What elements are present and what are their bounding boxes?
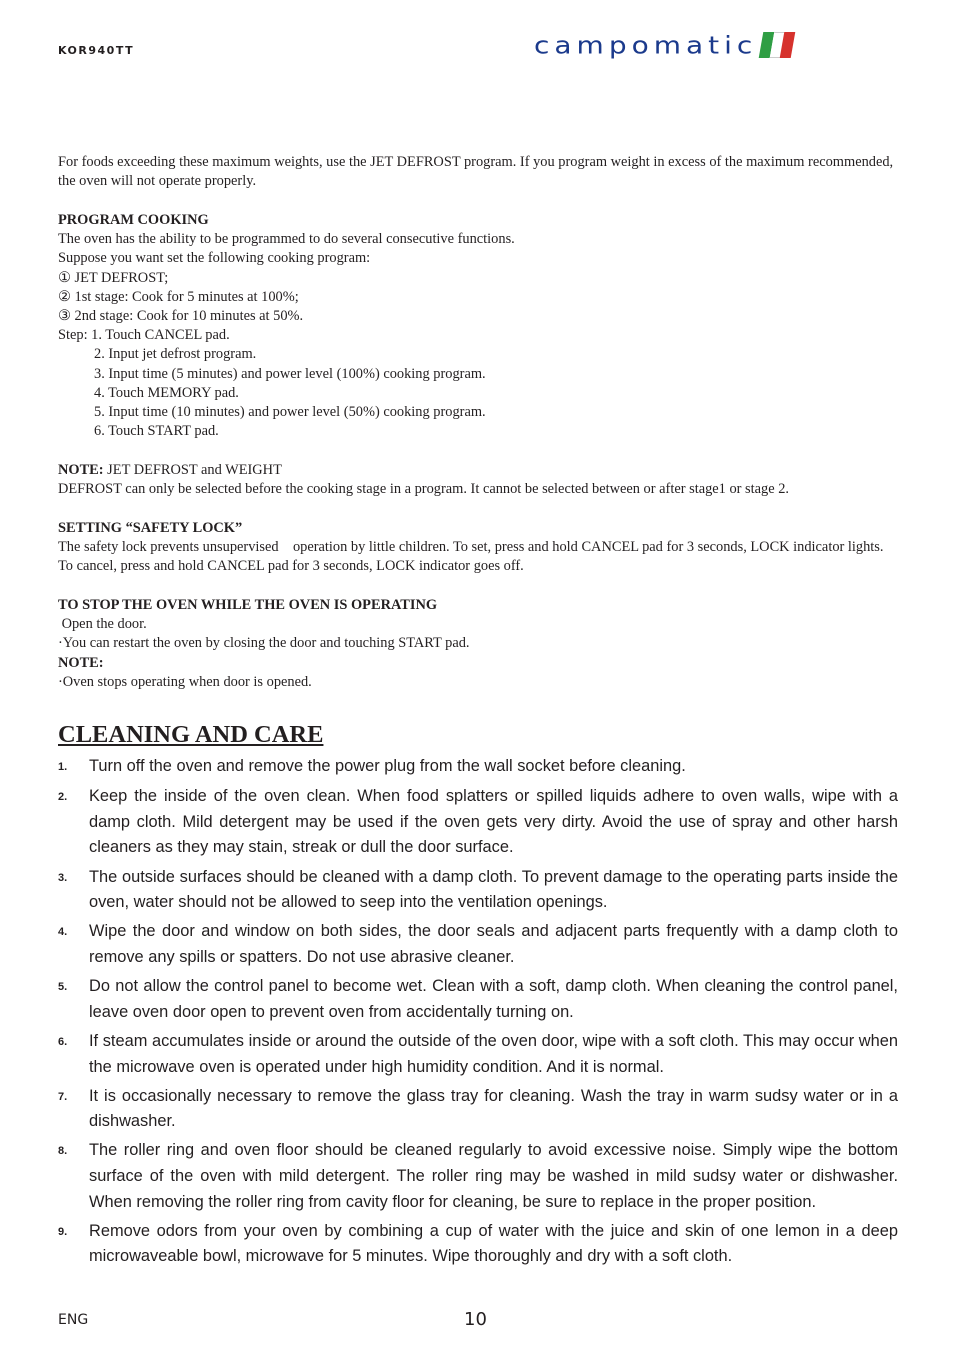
item-text: Keep the inside of the oven clean. When food splatters or spilled liquids adhere to oven walls, wipe with a damp cloth. Mild detergent may be used if the oven gets very dirty. Avoid the use of spray and other harsh cleaners as they may stain, streak or dull the door surface. — [89, 787, 898, 857]
program-step: 4. Touch MEMORY pad. — [94, 384, 239, 401]
program-line: ③ 2nd stage: Cook for 10 minutes at 50%. — [58, 308, 304, 325]
item-text: It is occasionally necessary to remove the glass tray for cleaning. Wash the tray in warm sudsy water or in a dishwasher. — [89, 1086, 898, 1131]
program-step: 3. Input time (5 minutes) and power level (100%) cooking program. — [94, 365, 486, 382]
stop-oven-section — [58, 596, 898, 692]
item-number: 8. — [58, 1145, 68, 1158]
program-line: Step: 1. Touch CANCEL pad. — [58, 327, 230, 344]
item-number: 7. — [58, 1090, 68, 1103]
brand-logo — [534, 28, 793, 62]
item-number: 9. — [58, 1225, 68, 1238]
item-text: Remove odors from your oven by combining a cup of water with the juice and skin of one lemon in a deep microwaveable bowl, microwave for 5 minutes. Wipe thoroughly and dry with a soft cloth. — [89, 1221, 898, 1266]
stop-oven-line: ·You can restart the oven by closing the door and touching START pad. — [58, 635, 470, 652]
program-step: 5. Input time (10 minutes) and power level (50%) cooking program. — [94, 404, 486, 421]
safety-lock-text: The safety lock prevents unsupervised operation by little children. To set, press and hold CANCEL pad for 3 seconds, LOCK indicator lights. To cancel, press and hold CANCEL pad for 3 seconds, LOCK indicator goes off. — [58, 539, 887, 575]
program-cooking-section — [58, 211, 898, 441]
cleaning-title: CLEANING AND CARE — [58, 721, 324, 748]
note-text: JET DEFROST and WEIGHT — [103, 462, 282, 478]
note-label: NOTE: — [58, 462, 104, 478]
stop-oven-title: TO STOP THE OVEN WHILE THE OVEN IS OPERATING — [58, 597, 438, 613]
page-number: 10 — [464, 1309, 487, 1330]
list-item — [58, 974, 898, 1025]
item-text: Do not allow the control panel to become wet. Clean with a soft, damp cloth. When cleaning the control panel, leave oven door open to prevent oven from accidentally turning on. — [89, 977, 898, 1021]
stop-oven-line: Open the door. — [58, 616, 147, 633]
item-number: 5. — [58, 981, 68, 994]
item-number: 6. — [58, 1035, 68, 1048]
footer-language: ENG — [58, 1312, 89, 1328]
list-item — [58, 784, 898, 861]
program-cooking-title: PROGRAM COOKING — [58, 212, 209, 228]
program-line: Suppose you want set the following cooking program: — [58, 250, 371, 267]
item-number: 3. — [58, 871, 68, 884]
cleaning-list — [58, 754, 898, 1274]
program-line: ① JET DEFROST; — [58, 269, 169, 286]
stop-oven-line: ·Oven stops operating when door is opened. — [58, 673, 312, 690]
list-item — [58, 1084, 898, 1135]
item-number: 1. — [58, 761, 68, 773]
note-text-continued: DEFROST can only be selected before the cooking stage in a program. It cannot be selected between or after stage1 or stage 2. — [58, 481, 789, 498]
italian-flag-icon — [759, 32, 796, 58]
item-number: 2. — [58, 791, 68, 804]
item-text: The outside surfaces should be cleaned with a damp cloth. To prevent damage to the operating parts inside the oven, water should not be allowed to seep into the ventilation openings. — [89, 867, 898, 912]
item-text: Wipe the door and window on both sides, the door seals and adjacent parts frequently with a damp cloth to remove any spills or spatters. Do not use abrasive cleaner. — [89, 922, 898, 966]
safety-lock-title: SETTING “SAFETY LOCK” — [58, 520, 243, 536]
item-text: If steam accumulates inside or around the outside of the oven door, wipe with a soft cloth. This may occur when the microwave oven is operated under high humidity condition. And it is normal. — [89, 1031, 898, 1076]
stop-oven-note-label: NOTE: — [58, 654, 104, 671]
program-step: 6. Touch START pad. — [94, 423, 219, 440]
list-item — [58, 919, 898, 970]
brand-name: campomatic — [534, 30, 758, 60]
intro-paragraph: For foods exceeding these maximum weights, use the JET DEFROST program. If you program weight in excess of the maximum recommended, the oven will not operate properly. — [58, 154, 894, 190]
program-line: ② 1st stage: Cook for 5 minutes at 100%; — [58, 288, 299, 305]
defrost-note — [58, 461, 898, 499]
list-item — [58, 754, 898, 781]
item-number: 4. — [58, 926, 68, 939]
list-item — [58, 1029, 898, 1080]
list-item — [58, 1219, 898, 1270]
item-text: The roller ring and oven floor should be cleaned regularly to avoid excessive noise. Simply wipe the bottom surface of the oven with mild detergent. The roller ring may be washed in mild sudsy water or dishwasher. When removing the roller ring from cavity floor for cleaning, be sure to replace in the proper position. — [89, 1141, 898, 1211]
program-line: The oven has the ability to be programmed to do several consecutive functions. — [58, 231, 515, 248]
safety-lock-section — [58, 519, 898, 577]
list-item — [58, 1138, 898, 1215]
item-text: Turn off the oven and remove the power plug from the wall socket before cleaning. — [89, 757, 686, 775]
list-item — [58, 865, 898, 916]
program-step: 2. Input jet defrost program. — [94, 346, 257, 363]
model-number: KOR940TT — [58, 44, 135, 57]
